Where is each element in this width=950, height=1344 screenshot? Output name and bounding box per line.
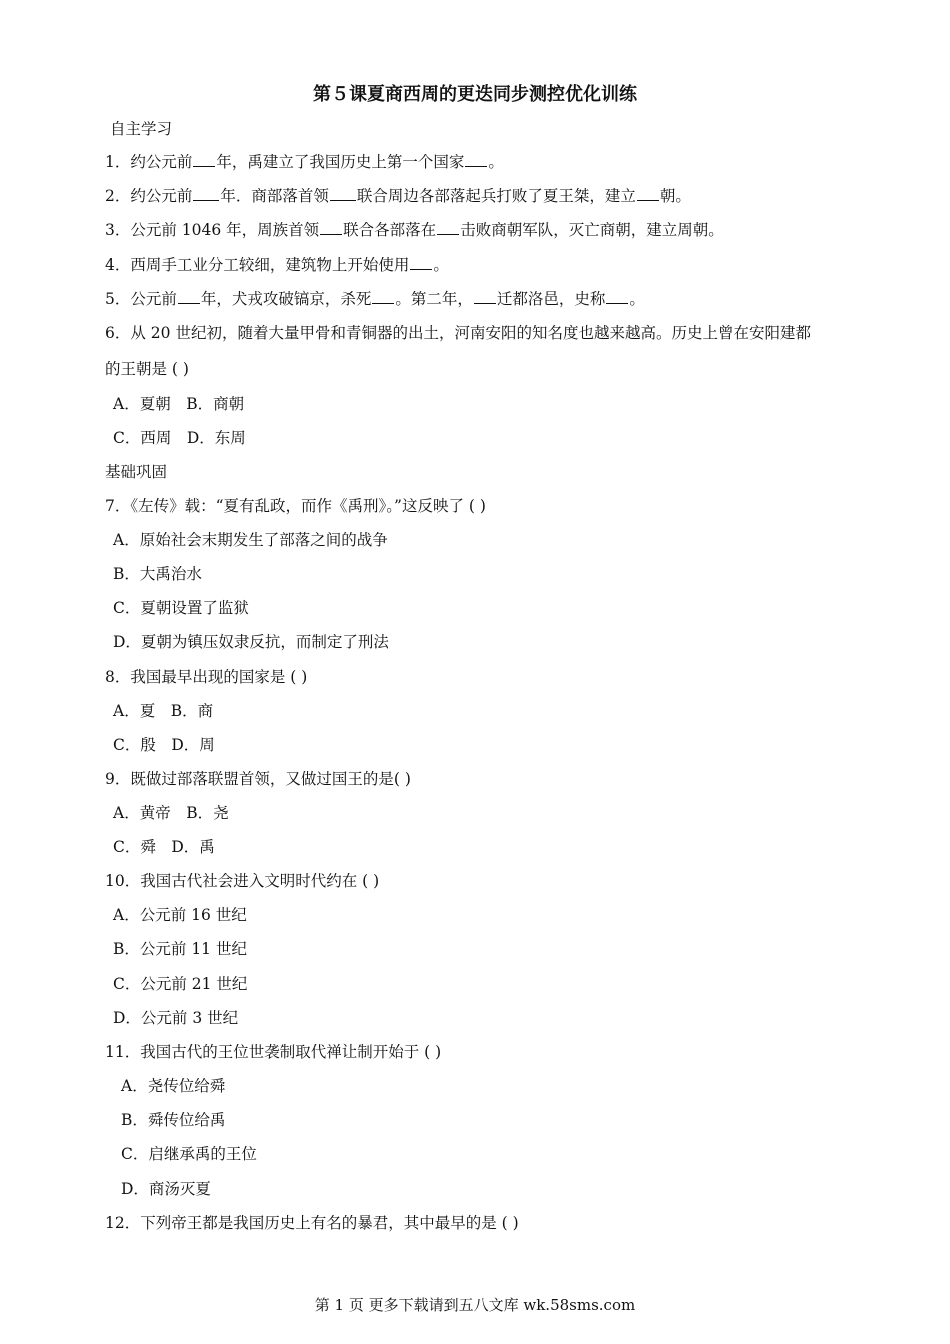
answer-blank	[193, 186, 219, 201]
question-7-option-a: A．原始社会末期发生了部落之间的战争	[113, 531, 388, 549]
question-8-options-cd: C．殷 D．周	[113, 736, 215, 754]
question-11-option-b: B．舜传位给禹	[121, 1111, 226, 1129]
question-9-stem: 9．既做过部落联盟首领，又做过国王的是( )	[105, 770, 411, 788]
question-7-stem: 7．《左传》载：“夏有乱政，而作《禹刑》。”这反映了 ( )	[105, 497, 486, 515]
section-heading-basic: 基础巩固	[105, 463, 168, 481]
answer-blank	[637, 186, 659, 201]
question-6-options-ab: A．夏朝 B．商朝	[113, 395, 245, 413]
question-10-option-a: A．公元前 16 世纪	[113, 906, 247, 924]
question-6-stem: 6．从 20 世纪初，随着大量甲骨和青铜器的出土，河南安阳的知名度也越来越高。历史上曾在安阳建都	[105, 324, 811, 342]
answer-blank	[320, 220, 342, 235]
question-11-option-c: C．启继承禹的王位	[121, 1145, 257, 1163]
answer-blank	[465, 152, 487, 167]
question-6-stem-cont: 的王朝是 ( )	[105, 360, 189, 378]
question-10-option-c: C．公元前 21 世纪	[113, 975, 248, 993]
question-11-option-a: A．尧传位给舜	[121, 1077, 226, 1095]
question-10-stem: 10．我国古代社会进入文明时代约在 ( )	[105, 872, 380, 890]
page-footer: 第 1 页 更多下载请到五八文库 wk.58sms.com	[314, 1296, 636, 1314]
question-7-option-c: C．夏朝设置了监狱	[113, 599, 249, 617]
document-title: 第５课夏商西周的更迭同步测控优化训练	[313, 84, 637, 105]
question-6-options-cd: C．西周 D．东周	[113, 429, 246, 447]
section-heading-self-study: 自主学习	[110, 120, 173, 138]
question-10-option-b: B．公元前 11 世纪	[113, 940, 247, 958]
question-7-option-d: D．夏朝为镇压奴隶反抗，而制定了刑法	[113, 633, 389, 651]
question-11-option-d: D．商汤灭夏	[121, 1180, 211, 1198]
answer-blank	[193, 152, 215, 167]
answer-blank	[372, 289, 394, 304]
question-7-option-b: B．大禹治水	[113, 565, 202, 583]
question-10-option-d: D．公元前 3 世纪	[113, 1009, 239, 1027]
answer-blank	[474, 289, 496, 304]
question-12-stem: 12．下列帝王都是我国历史上有名的暴君，其中最早的是 ( )	[105, 1214, 519, 1232]
question-9-options-ab: A．黄帝 B．尧	[113, 804, 229, 822]
question-2: 2．约公元前 年．商部落首领 联合周边各部落起兵打败了夏王桀，建立 朝。	[105, 187, 691, 205]
question-1: 1．约公元前 年，禹建立了我国历史上第一个国家 。	[105, 153, 504, 171]
question-5: 5．公元前 年，犬戎攻破镐京，杀死 。第二年， 迁都洛邑，史称 。	[105, 290, 645, 308]
answer-blank	[606, 289, 628, 304]
answer-blank	[410, 255, 432, 270]
answer-blank	[178, 289, 200, 304]
answer-blank	[330, 186, 356, 201]
question-8-stem: 8．我国最早出现的国家是 ( )	[105, 668, 308, 686]
question-4: 4．西周手工业分工较细，建筑物上开始使用 。	[105, 256, 449, 274]
question-8-options-ab: A．夏 B．商	[113, 702, 214, 720]
question-9-options-cd: C．舜 D．禹	[113, 838, 215, 856]
question-11-stem: 11．我国古代的王位世袭制取代禅让制开始于 ( )	[105, 1043, 442, 1061]
answer-blank	[437, 220, 459, 235]
question-3: 3．公元前 1046 年，周族首领 联合各部落在 击败商朝军队，灭亡商朝，建立周朝。	[105, 221, 724, 239]
